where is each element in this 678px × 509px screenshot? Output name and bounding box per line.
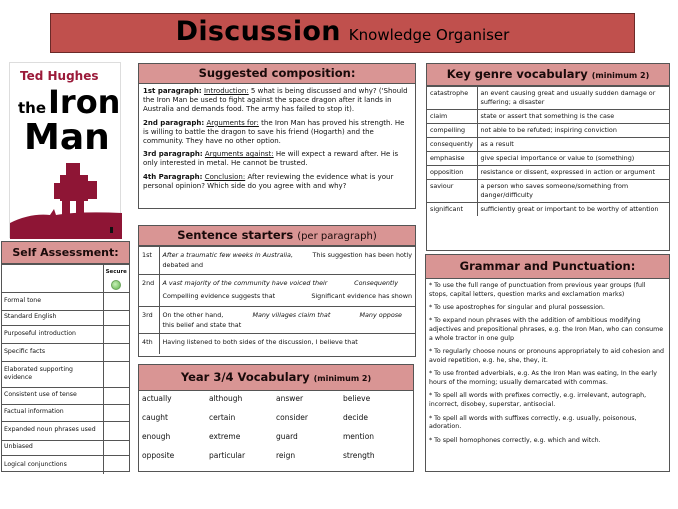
secure-checkbox[interactable] <box>103 292 129 310</box>
sentence-starters-panel <box>138 225 416 357</box>
vocab-word: consider <box>276 413 308 422</box>
vocab-word: enough <box>142 432 171 441</box>
year-vocabulary-panel <box>138 364 414 472</box>
sentence-starters-heading: Sentence starters (per paragraph) <box>139 226 415 246</box>
table-row: Formal tone <box>2 292 129 310</box>
grammar-item: * To spell homophones correctly, e.g. which and witch. <box>429 436 601 444</box>
page-title: Discussion <box>175 16 341 47</box>
composition-heading: Suggested composition: <box>139 64 415 84</box>
self-assessment-panel <box>1 241 130 472</box>
book-title-man: Man <box>24 117 110 158</box>
key-vocabulary-table <box>427 86 669 216</box>
table-row: Expanded noun phrases used <box>2 421 129 440</box>
grammar-item: * To spell all words with prefixes correctly, e.g. irrelevant, autograph, incorrect, disobey, superstar, antisocial. <box>429 392 647 409</box>
table-row: compelling not able to be refuted; inspiring conviction <box>427 124 669 138</box>
table-row: saviour a person who saves someone/something from danger/difficulty <box>427 180 669 203</box>
vocab-word: particular <box>209 451 246 460</box>
self-assessment-table <box>2 264 129 474</box>
secure-checkbox[interactable] <box>103 361 129 387</box>
secure-checkbox[interactable] <box>103 421 129 440</box>
table-row: Logical conjunctions <box>2 455 129 474</box>
secure-column-label: Secure <box>105 269 127 275</box>
vocab-word: opposite <box>142 451 175 460</box>
page-subtitle: Knowledge Organiser <box>348 26 510 44</box>
table-row: 3rd On the other hand, Many villages claim that Many oppose this belief and state that <box>139 307 415 334</box>
grammar-item: * To expand noun phrases with the addition of ambitious modifying adjectives and prepositional phrases, e.g. the Iron Man, who can consume a whole tractor in one gulp <box>429 317 664 342</box>
vocab-word: guard <box>276 432 298 441</box>
grammar-item: * To spell all words with suffixes correctly, e.g. usually, poisonous, adoration. <box>429 414 637 431</box>
table-row: Elaborated supporting evidence <box>2 361 129 387</box>
composition-paragraph: 4th Paragraph: Conclusion: After reviewing the evidence what is your personal opinion? Which side do you agree with and why? <box>143 172 394 190</box>
vocab-word: strength <box>343 451 375 460</box>
key-vocabulary-heading: Key genre vocabulary (minimum 2) <box>427 64 669 86</box>
table-row: emphasise give special importance or value to (something) <box>427 152 669 166</box>
table-row: 2nd A vast majority of the community have voiced their Consequently Compelling evidence suggests that Significant evidence has shown <box>139 275 415 307</box>
grammar-item: * To regularly choose nouns or pronouns appropriately to aid cohesion and avoid repetition, e.g. he, she, they, it. <box>429 348 665 365</box>
vocab-word: although <box>209 394 243 403</box>
secure-checkbox[interactable] <box>103 310 129 325</box>
secure-checkbox[interactable] <box>103 404 129 421</box>
book-author: Ted Hughes <box>20 69 99 83</box>
secure-checkbox[interactable] <box>103 387 129 404</box>
vocab-word: decide <box>343 413 368 422</box>
grammar-punctuation-panel <box>425 254 670 472</box>
vocab-word: certain <box>209 413 236 422</box>
vocab-word: caught <box>142 413 168 422</box>
table-header-row <box>2 265 129 293</box>
grammar-item: * To use apostrophes for singular and plural possession. <box>429 304 605 312</box>
table-row: Consistent use of tense <box>2 387 129 404</box>
table-row: catastrophe an event causing great and usually sudden damage or suffering; a disaster <box>427 87 669 110</box>
table-row: Unbiased <box>2 440 129 455</box>
table-row: opposition resistance or dissent, expressed in action or argument <box>427 166 669 180</box>
vocab-word: extreme <box>209 432 241 441</box>
book-title-the: the <box>18 99 47 117</box>
book-cover-image <box>9 62 121 238</box>
vocab-word: mention <box>343 432 375 441</box>
self-assessment-heading: Self Assessment: <box>2 242 129 264</box>
grammar-item: * To use the full range of punctuation from previous year groups (full stops, capital letters, question marks and exclamation marks) <box>429 282 646 298</box>
secure-checkbox[interactable] <box>103 440 129 455</box>
grammar-item: * To use fronted adverbials, e.g. As the Iron Man was eating, In the early hours of the morning; usually demarcated with commas. <box>429 370 657 387</box>
secure-checkbox[interactable] <box>103 343 129 361</box>
table-row: 4th Having listened to both sides of the discussion, I believe that <box>139 334 415 354</box>
composition-paragraph: 3rd paragraph: Arguments against: He will expect a reward after. He is only interested in metal. He cannot be trusted. <box>143 150 399 168</box>
year-vocabulary-grid <box>139 391 413 464</box>
vocab-word: believe <box>343 394 371 403</box>
vocab-word: answer <box>276 394 304 403</box>
composition-paragraph: 1st paragraph: Introduction: 5 what is being discussed and why? ('Should the Iron Man be used to fight against the space dragon after it lands in Australia and demands food. The army has failed to stop it). <box>143 87 408 114</box>
table-row: consequently as a result <box>427 138 669 152</box>
book-title-iron: Iron <box>48 83 121 121</box>
year-vocabulary-heading: Year 3/4 Vocabulary (minimum 2) <box>139 365 413 391</box>
key-vocabulary-panel <box>426 63 670 251</box>
composition-paragraph: 2nd paragraph: Arguments for: the Iron Man has proved his strength. He is willing to battle the dragon to save his friend (Hogarth) and the community. They have no other option. <box>143 118 405 146</box>
table-row: Specific facts <box>2 343 129 361</box>
page-title-banner <box>50 13 635 53</box>
vocab-word: actually <box>142 394 172 403</box>
secure-check-icon <box>111 280 121 290</box>
secure-checkbox[interactable] <box>103 455 129 474</box>
suggested-composition-panel <box>138 63 416 209</box>
table-row: significant sufficiently great or important to be worthy of attention <box>427 203 669 217</box>
sentence-starters-table <box>139 246 415 354</box>
grammar-heading: Grammar and Punctuation: <box>426 255 669 279</box>
table-row: 1st After a traumatic few weeks in Australia, This suggestion has been hotly debated and <box>139 247 415 275</box>
table-row: Standard English <box>2 310 129 325</box>
table-row: Purposeful introduction <box>2 325 129 343</box>
table-row: claim state or assert that something is the case <box>427 110 669 124</box>
secure-checkbox[interactable] <box>103 325 129 343</box>
table-row: Factual information <box>2 404 129 421</box>
vocab-word: reign <box>276 451 296 460</box>
